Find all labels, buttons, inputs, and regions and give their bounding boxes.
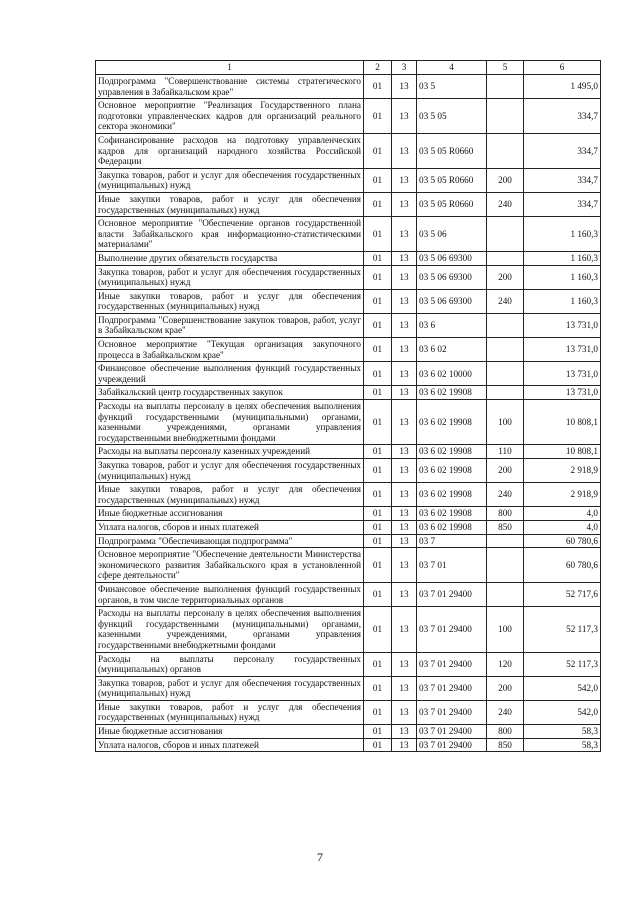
table-row bbox=[96, 652, 601, 676]
row-expense-type-cell bbox=[487, 338, 524, 362]
row-section-cell: 01 bbox=[364, 738, 392, 752]
row-section-cell: 01 bbox=[364, 548, 392, 583]
row-expense-type-cell: 100 bbox=[487, 607, 524, 652]
table-row bbox=[96, 483, 601, 507]
row-subsection-cell: 13 bbox=[392, 192, 417, 216]
row-subsection-cell: 13 bbox=[392, 652, 417, 676]
row-section-cell: 01 bbox=[364, 582, 392, 606]
row-name-cell: Забайкальский центр государственных закупок bbox=[96, 386, 364, 400]
row-section-cell: 01 bbox=[364, 75, 392, 99]
row-name-cell: Расходы на выплаты персоналу государственных (муниципальных) органов bbox=[96, 652, 364, 676]
row-expense-type-cell: 850 bbox=[487, 738, 524, 752]
row-target-article-cell: 03 6 02 19908 bbox=[417, 386, 487, 400]
table-row bbox=[96, 338, 601, 362]
row-target-article-cell: 03 6 02 19908 bbox=[417, 400, 487, 445]
row-target-article-cell: 03 7 01 29400 bbox=[417, 700, 487, 724]
row-name-cell: Иные бюджетные ассигнования bbox=[96, 507, 364, 521]
row-amount-cell: 4,0 bbox=[524, 520, 601, 534]
row-expense-type-cell: 240 bbox=[487, 289, 524, 313]
row-amount-cell: 334,7 bbox=[524, 168, 601, 192]
row-expense-type-cell: 850 bbox=[487, 520, 524, 534]
row-amount-cell: 58,3 bbox=[524, 738, 601, 752]
row-section-cell: 01 bbox=[364, 289, 392, 313]
row-name-cell: Расходы на выплаты персоналу в целях обеспечения выполнения функций государственными (муниципальными) органами, казенными учреждениями, органами управления государственными внебюджетными фондами bbox=[96, 400, 364, 445]
row-name-cell: Софинансирование расходов на подготовку управленческих кадров для организаций народного хозяйства Российской Федерации bbox=[96, 133, 364, 168]
row-amount-cell: 4,0 bbox=[524, 507, 601, 521]
row-subsection-cell: 13 bbox=[392, 520, 417, 534]
row-subsection-cell: 13 bbox=[392, 676, 417, 700]
row-amount-cell: 334,7 bbox=[524, 133, 601, 168]
row-subsection-cell: 13 bbox=[392, 534, 417, 548]
row-target-article-cell: 03 5 05 R0660 bbox=[417, 192, 487, 216]
row-amount-cell: 52 117,3 bbox=[524, 607, 601, 652]
row-amount-cell: 60 780,6 bbox=[524, 534, 601, 548]
row-section-cell: 01 bbox=[364, 338, 392, 362]
row-expense-type-cell bbox=[487, 75, 524, 99]
row-name-cell: Иные закупки товаров, работ и услуг для обеспечения государственных (муниципальных) нужд bbox=[96, 483, 364, 507]
table-row bbox=[96, 548, 601, 583]
row-amount-cell: 13 731,0 bbox=[524, 338, 601, 362]
row-subsection-cell: 13 bbox=[392, 582, 417, 606]
row-expense-type-cell bbox=[487, 251, 524, 265]
row-section-cell: 01 bbox=[364, 362, 392, 386]
row-amount-cell: 1 495,0 bbox=[524, 75, 601, 99]
row-section-cell: 01 bbox=[364, 192, 392, 216]
row-expense-type-cell bbox=[487, 217, 524, 252]
row-amount-cell: 2 918,9 bbox=[524, 459, 601, 483]
table-row bbox=[96, 289, 601, 313]
table-row bbox=[96, 192, 601, 216]
table-row bbox=[96, 459, 601, 483]
row-name-cell: Иные бюджетные ассигнования bbox=[96, 725, 364, 739]
table-row bbox=[96, 607, 601, 652]
header-col-6: 6 bbox=[524, 61, 601, 75]
row-section-cell: 01 bbox=[364, 133, 392, 168]
row-subsection-cell: 13 bbox=[392, 400, 417, 445]
row-amount-cell: 1 160,3 bbox=[524, 289, 601, 313]
row-subsection-cell: 13 bbox=[392, 217, 417, 252]
row-target-article-cell: 03 6 02 19908 bbox=[417, 507, 487, 521]
table-body bbox=[96, 75, 601, 752]
row-subsection-cell: 13 bbox=[392, 548, 417, 583]
table-row bbox=[96, 133, 601, 168]
row-target-article-cell: 03 5 05 R0660 bbox=[417, 133, 487, 168]
row-target-article-cell: 03 6 bbox=[417, 313, 487, 337]
row-section-cell: 01 bbox=[364, 652, 392, 676]
row-target-article-cell: 03 7 01 29400 bbox=[417, 607, 487, 652]
row-amount-cell: 13 731,0 bbox=[524, 386, 601, 400]
row-section-cell: 01 bbox=[364, 99, 392, 134]
row-amount-cell: 10 808,1 bbox=[524, 445, 601, 459]
row-expense-type-cell: 200 bbox=[487, 265, 524, 289]
row-expense-type-cell bbox=[487, 99, 524, 134]
row-amount-cell: 334,7 bbox=[524, 192, 601, 216]
row-name-cell: Уплата налогов, сборов и иных платежей bbox=[96, 738, 364, 752]
row-name-cell: Основное мероприятие "Обеспечение органов государственной власти Забайкальского края информационно-статистическими материалами" bbox=[96, 217, 364, 252]
row-target-article-cell: 03 5 05 bbox=[417, 99, 487, 134]
row-subsection-cell: 13 bbox=[392, 725, 417, 739]
row-expense-type-cell: 120 bbox=[487, 652, 524, 676]
header-col-1: 1 bbox=[96, 61, 364, 75]
row-name-cell: Основное мероприятие "Обеспечение деятельности Министерства экономического развития Забайкальского края в установленной сфере деятельности" bbox=[96, 548, 364, 583]
table-row bbox=[96, 725, 601, 739]
row-expense-type-cell: 800 bbox=[487, 507, 524, 521]
row-section-cell: 01 bbox=[364, 386, 392, 400]
row-target-article-cell: 03 5 06 69300 bbox=[417, 265, 487, 289]
row-amount-cell: 1 160,3 bbox=[524, 217, 601, 252]
row-subsection-cell: 13 bbox=[392, 700, 417, 724]
row-amount-cell: 542,0 bbox=[524, 676, 601, 700]
row-name-cell: Подпрограмма "Обеспечивающая подпрограмма" bbox=[96, 534, 364, 548]
table-row bbox=[96, 265, 601, 289]
row-name-cell: Уплата налогов, сборов и иных платежей bbox=[96, 520, 364, 534]
row-name-cell: Подпрограмма "Совершенствование закупок товаров, работ, услуг в Забайкальском крае" bbox=[96, 313, 364, 337]
row-subsection-cell: 13 bbox=[392, 338, 417, 362]
row-amount-cell: 52 117,3 bbox=[524, 652, 601, 676]
row-amount-cell: 1 160,3 bbox=[524, 251, 601, 265]
row-name-cell: Расходы на выплаты персоналу в целях обеспечения выполнения функций государственными (муниципальными) органами, казенными учреждениями, органами управления государственными внебюджетными фондами bbox=[96, 607, 364, 652]
row-target-article-cell: 03 5 bbox=[417, 75, 487, 99]
row-target-article-cell: 03 5 06 69300 bbox=[417, 251, 487, 265]
row-expense-type-cell: 240 bbox=[487, 483, 524, 507]
row-section-cell: 01 bbox=[364, 725, 392, 739]
table-row bbox=[96, 400, 601, 445]
row-expense-type-cell: 200 bbox=[487, 168, 524, 192]
header-col-4: 4 bbox=[417, 61, 487, 75]
table-row bbox=[96, 582, 601, 606]
row-subsection-cell: 13 bbox=[392, 168, 417, 192]
row-name-cell: Финансовое обеспечение выполнения функций государственных органов, в том числе территориальных органов bbox=[96, 582, 364, 606]
row-target-article-cell: 03 6 02 bbox=[417, 338, 487, 362]
table-row bbox=[96, 534, 601, 548]
row-name-cell: Расходы на выплаты персоналу казенных учреждений bbox=[96, 445, 364, 459]
row-target-article-cell: 03 7 01 29400 bbox=[417, 676, 487, 700]
row-amount-cell: 334,7 bbox=[524, 99, 601, 134]
table-row bbox=[96, 168, 601, 192]
page-number: 7 bbox=[317, 850, 323, 864]
row-subsection-cell: 13 bbox=[392, 75, 417, 99]
row-target-article-cell: 03 6 02 10000 bbox=[417, 362, 487, 386]
row-name-cell: Подпрограмма "Совершенствование системы стратегического управления в Забайкальском крае" bbox=[96, 75, 364, 99]
table-row bbox=[96, 313, 601, 337]
row-expense-type-cell: 240 bbox=[487, 192, 524, 216]
row-expense-type-cell bbox=[487, 548, 524, 583]
row-amount-cell: 10 808,1 bbox=[524, 400, 601, 445]
row-subsection-cell: 13 bbox=[392, 313, 417, 337]
row-subsection-cell: 13 bbox=[392, 265, 417, 289]
row-target-article-cell: 03 7 01 29400 bbox=[417, 725, 487, 739]
row-amount-cell: 58,3 bbox=[524, 725, 601, 739]
row-section-cell: 01 bbox=[364, 168, 392, 192]
row-name-cell: Финансовое обеспечение выполнения функций государственных учреждений bbox=[96, 362, 364, 386]
row-section-cell: 01 bbox=[364, 534, 392, 548]
row-subsection-cell: 13 bbox=[392, 507, 417, 521]
row-target-article-cell: 03 7 01 bbox=[417, 548, 487, 583]
row-section-cell: 01 bbox=[364, 445, 392, 459]
table-row bbox=[96, 700, 601, 724]
row-amount-cell: 52 717,6 bbox=[524, 582, 601, 606]
header-row bbox=[96, 61, 601, 75]
row-section-cell: 01 bbox=[364, 483, 392, 507]
row-amount-cell: 13 731,0 bbox=[524, 313, 601, 337]
row-section-cell: 01 bbox=[364, 459, 392, 483]
row-expense-type-cell: 240 bbox=[487, 700, 524, 724]
row-subsection-cell: 13 bbox=[392, 289, 417, 313]
budget-table bbox=[95, 60, 601, 752]
row-name-cell: Иные закупки товаров, работ и услуг для обеспечения государственных (муниципальных) нужд bbox=[96, 700, 364, 724]
row-section-cell: 01 bbox=[364, 507, 392, 521]
table-row bbox=[96, 738, 601, 752]
row-name-cell: Выполнение других обязательств государства bbox=[96, 251, 364, 265]
row-section-cell: 01 bbox=[364, 265, 392, 289]
row-target-article-cell: 03 7 01 29400 bbox=[417, 738, 487, 752]
row-expense-type-cell: 800 bbox=[487, 725, 524, 739]
row-name-cell: Закупка товаров, работ и услуг для обеспечения государственных (муниципальных) нужд bbox=[96, 459, 364, 483]
row-amount-cell: 542,0 bbox=[524, 700, 601, 724]
row-name-cell: Закупка товаров, работ и услуг для обеспечения государственных (муниципальных) нужд bbox=[96, 676, 364, 700]
table-row bbox=[96, 99, 601, 134]
row-subsection-cell: 13 bbox=[392, 386, 417, 400]
row-target-article-cell: 03 6 02 19908 bbox=[417, 445, 487, 459]
header-col-2: 2 bbox=[364, 61, 392, 75]
table-row bbox=[96, 676, 601, 700]
row-section-cell: 01 bbox=[364, 607, 392, 652]
table-row bbox=[96, 217, 601, 252]
row-target-article-cell: 03 7 bbox=[417, 534, 487, 548]
row-target-article-cell: 03 6 02 19908 bbox=[417, 483, 487, 507]
row-amount-cell: 60 780,6 bbox=[524, 548, 601, 583]
row-subsection-cell: 13 bbox=[392, 607, 417, 652]
row-expense-type-cell bbox=[487, 362, 524, 386]
row-target-article-cell: 03 5 06 69300 bbox=[417, 289, 487, 313]
row-amount-cell: 13 731,0 bbox=[524, 362, 601, 386]
row-target-article-cell: 03 6 02 19908 bbox=[417, 520, 487, 534]
table-row bbox=[96, 386, 601, 400]
table-row bbox=[96, 520, 601, 534]
row-section-cell: 01 bbox=[364, 520, 392, 534]
table-row bbox=[96, 75, 601, 99]
row-expense-type-cell bbox=[487, 582, 524, 606]
row-name-cell: Закупка товаров, работ и услуг для обеспечения государственных (муниципальных) нужд bbox=[96, 265, 364, 289]
table-header bbox=[96, 61, 601, 75]
row-target-article-cell: 03 6 02 19908 bbox=[417, 459, 487, 483]
table-row bbox=[96, 362, 601, 386]
table-row bbox=[96, 251, 601, 265]
row-subsection-cell: 13 bbox=[392, 445, 417, 459]
row-name-cell: Основное мероприятие "Реализация Государственного плана подготовки управленческих кадров для организаций реального сектора экономики" bbox=[96, 99, 364, 134]
row-expense-type-cell: 200 bbox=[487, 676, 524, 700]
row-subsection-cell: 13 bbox=[392, 99, 417, 134]
table-row bbox=[96, 507, 601, 521]
row-expense-type-cell bbox=[487, 313, 524, 337]
row-name-cell: Закупка товаров, работ и услуг для обеспечения государственных (муниципальных) нужд bbox=[96, 168, 364, 192]
row-expense-type-cell: 100 bbox=[487, 400, 524, 445]
row-expense-type-cell: 200 bbox=[487, 459, 524, 483]
row-name-cell: Иные закупки товаров, работ и услуг для обеспечения государственных (муниципальных) нужд bbox=[96, 192, 364, 216]
row-target-article-cell: 03 5 06 bbox=[417, 217, 487, 252]
row-section-cell: 01 bbox=[364, 676, 392, 700]
row-section-cell: 01 bbox=[364, 217, 392, 252]
row-name-cell: Иные закупки товаров, работ и услуг для обеспечения государственных (муниципальных) нужд bbox=[96, 289, 364, 313]
row-section-cell: 01 bbox=[364, 251, 392, 265]
row-target-article-cell: 03 7 01 29400 bbox=[417, 582, 487, 606]
row-section-cell: 01 bbox=[364, 700, 392, 724]
table-row bbox=[96, 445, 601, 459]
row-name-cell: Основное мероприятие "Текущая организация закупочного процесса в Забайкальском крае" bbox=[96, 338, 364, 362]
row-subsection-cell: 13 bbox=[392, 362, 417, 386]
row-section-cell: 01 bbox=[364, 313, 392, 337]
row-subsection-cell: 13 bbox=[392, 251, 417, 265]
row-target-article-cell: 03 5 05 R0660 bbox=[417, 168, 487, 192]
row-expense-type-cell bbox=[487, 534, 524, 548]
row-subsection-cell: 13 bbox=[392, 738, 417, 752]
row-subsection-cell: 13 bbox=[392, 483, 417, 507]
header-col-3: 3 bbox=[392, 61, 417, 75]
row-expense-type-cell bbox=[487, 386, 524, 400]
row-expense-type-cell: 110 bbox=[487, 445, 524, 459]
row-section-cell: 01 bbox=[364, 400, 392, 445]
row-target-article-cell: 03 7 01 29400 bbox=[417, 652, 487, 676]
row-expense-type-cell bbox=[487, 133, 524, 168]
row-subsection-cell: 13 bbox=[392, 133, 417, 168]
row-subsection-cell: 13 bbox=[392, 459, 417, 483]
row-amount-cell: 2 918,9 bbox=[524, 483, 601, 507]
header-col-5: 5 bbox=[487, 61, 524, 75]
row-amount-cell: 1 160,3 bbox=[524, 265, 601, 289]
